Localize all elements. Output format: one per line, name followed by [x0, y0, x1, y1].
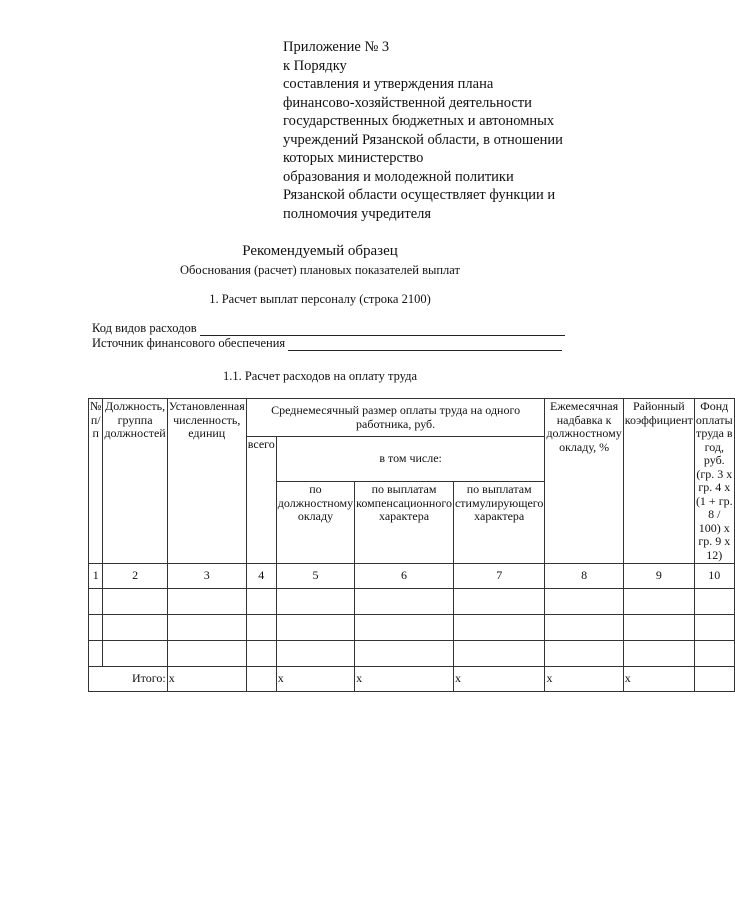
col-number: 6: [355, 564, 454, 589]
header-line: полномочия учредителя: [283, 205, 432, 222]
total-label: Итого:: [89, 667, 168, 692]
header-compensation: по выплатам компенсационного характера: [355, 482, 454, 564]
header-regional-coef: Районный коэффициент: [623, 399, 694, 564]
header-line: составления и утверждения плана: [283, 76, 494, 92]
header-bonus: Ежемесячная надбавка к должностному окладу, %: [545, 399, 623, 564]
header-total: всего: [246, 437, 276, 564]
table-row[interactable]: [89, 615, 735, 641]
table-row[interactable]: [89, 641, 735, 667]
col-number: 5: [276, 564, 354, 589]
document-title: Рекомендуемый образец: [242, 243, 398, 259]
header-line: которых министерство: [283, 150, 424, 166]
col-number: 9: [623, 564, 694, 589]
header-base-salary: по должностному окладу: [276, 482, 354, 564]
document-subtitle: Обоснования (расчет) плановых показателей выплат: [180, 263, 460, 277]
header-including: в том числе:: [276, 437, 545, 482]
col-number: 8: [545, 564, 623, 589]
expense-code-line[interactable]: [200, 323, 565, 336]
col-number: 1: [89, 564, 103, 589]
expense-code-field: [92, 321, 565, 336]
total-wage-fund[interactable]: [694, 667, 734, 692]
header-position: Должность, группа должностей: [103, 399, 167, 564]
total-x: x: [453, 667, 544, 692]
funding-source-label: Источник финансового обеспечения: [92, 336, 286, 350]
salary-calculation-table: [88, 398, 735, 692]
header-stimulus: по выплатам стимулирующего характера: [453, 482, 544, 564]
header-line: учреждений Рязанской области, в отношении: [283, 131, 563, 148]
header-line: к Порядку: [283, 57, 347, 74]
header-line: образования и молодежной политики: [283, 168, 514, 185]
header-line: Приложение № 3: [283, 39, 390, 55]
col-number: 10: [694, 564, 734, 589]
funding-source-line[interactable]: [288, 338, 562, 351]
column-numbers-row: [89, 564, 735, 589]
expense-code-label: Код видов расходов: [92, 321, 197, 335]
section-heading: 1. Расчет выплат персоналу (строка 2100): [209, 292, 431, 306]
header-line: Рязанской области осуществляет функции и: [283, 187, 556, 203]
total-x: x: [355, 667, 454, 692]
total-x: x: [276, 667, 354, 692]
col-number: 7: [453, 564, 544, 589]
col-number: 2: [103, 564, 167, 589]
header-wage-fund: Фонд оплаты труда в год, руб. (гр. 3 х гр. 4 х (1 + гр. 8 / 100) х гр. 9 х 12): [695, 399, 733, 562]
approval-header: [283, 38, 613, 223]
header-line: финансово-хозяйственной деятельности: [283, 94, 532, 111]
total-x: x: [623, 667, 694, 692]
header-num: № п/п: [89, 399, 103, 564]
col-number: 4: [246, 564, 276, 589]
total-row: [89, 667, 735, 692]
total-cell[interactable]: [246, 667, 276, 692]
table-row[interactable]: [89, 589, 735, 615]
col-number: 3: [167, 564, 246, 589]
total-x: x: [167, 667, 246, 692]
header-line: государственных бюджетных и автономных: [283, 113, 555, 129]
header-avg-salary: Среднемесячный размер оплаты труда на одного работника, руб.: [246, 399, 545, 437]
total-x: x: [545, 667, 623, 692]
funding-source-field: [92, 336, 565, 351]
header-headcount: Установленная численность, единиц: [167, 399, 246, 564]
table-title: 1.1. Расчет расходов на оплату труда: [222, 369, 418, 383]
form-fields: [92, 321, 565, 351]
